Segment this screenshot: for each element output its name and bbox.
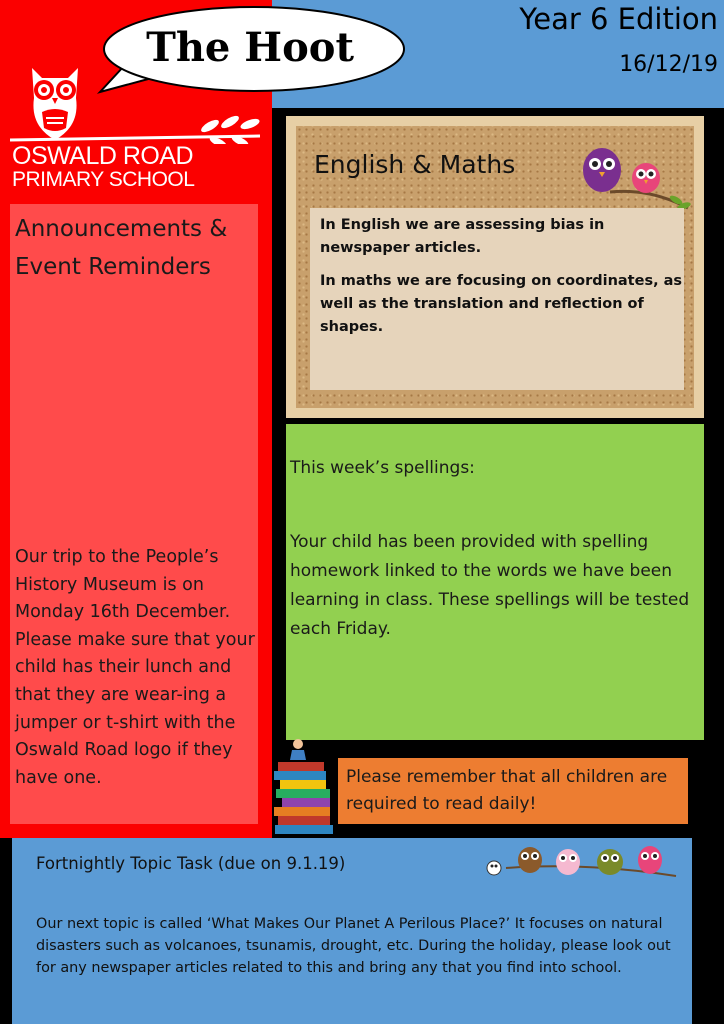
english-maths-corkboard [286, 116, 704, 418]
corkboard-surface [296, 126, 694, 408]
spellings-body: Your child has been provided with spelling homework linked to the words we have been learning in class. These spellings will be tested each Friday. [290, 532, 690, 639]
topic-task-panel [12, 838, 692, 1024]
english-paragraph: In English we are assessing bias in newspaper articles. [320, 217, 605, 256]
topic-task-body: Our next topic is called ‘What Makes Our Planet A Perilous Place?’ It focuses on natural disasters such as volcanoes, tsunamis, drought, etc. During the holiday, please look out for any newspaper articles related to this and bring any that you find into school. [36, 916, 671, 976]
announcements-heading [15, 210, 227, 286]
book-stack-icon [272, 738, 338, 836]
edition-date: 16/12/19 [619, 52, 718, 77]
owls-row-icon [484, 842, 684, 880]
topic-task-heading: Fortnightly Topic Task (due on 9.1.19) [36, 854, 346, 873]
english-maths-note [310, 208, 684, 390]
olive-branch-icon [10, 112, 265, 144]
spellings-heading: This week’s spellings: [290, 458, 475, 478]
edition-label: Year 6 Edition [519, 2, 718, 36]
reading-reminder-text: Please remember that all children are required to read daily! [346, 767, 668, 814]
school-name-line1: OSWALD ROAD [12, 142, 194, 170]
school-name-line2: PRIMARY SCHOOL [12, 168, 195, 191]
school-logo [10, 62, 265, 192]
maths-paragraph: In maths we are focusing on coordinates, as well as the translation and reflection of shapes. [320, 273, 683, 335]
english-maths-title: English & Maths [314, 150, 516, 179]
spellings-panel [286, 424, 704, 740]
announcements-panel [10, 204, 258, 824]
announcements-heading-line2: Event Reminders [15, 254, 211, 280]
reading-reminder-panel [338, 758, 688, 824]
newsletter-title: The Hoot [146, 24, 354, 71]
announcements-heading-line1: Announcements & [15, 216, 228, 242]
announcements-body: Our trip to the People’s History Museum is on Monday 16th December. Please make sure that your child has their lunch and that they are wear-ing a jumper or t-shirt with the Oswald Road logo if they have one. [15, 547, 255, 788]
owls-on-branch-icon [580, 146, 692, 212]
